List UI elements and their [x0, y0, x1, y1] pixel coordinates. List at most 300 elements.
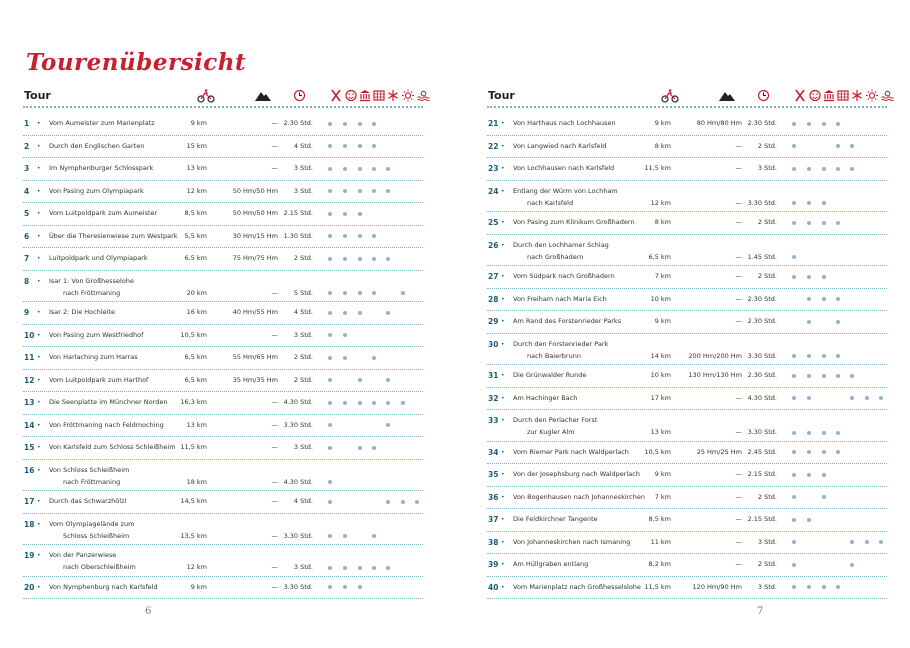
tour-duration: 3.30 Std.: [747, 428, 777, 436]
feature-dot: [358, 144, 362, 148]
tour-number: 30: [488, 339, 499, 349]
feature-dot: [328, 446, 332, 450]
feature-dot: [850, 540, 854, 544]
tour-name: Von der Josephsburg nach Waldperlach: [513, 470, 640, 478]
table-row: [487, 266, 887, 289]
feature-dot: [792, 473, 796, 477]
tour-distance: 14 km: [650, 351, 671, 360]
table-row: [487, 235, 887, 267]
tour-distance: 11,5 km: [644, 164, 671, 172]
cutlery-icon: [794, 89, 806, 102]
feature-dot: [343, 585, 347, 589]
tour-number: 7: [24, 254, 30, 263]
feature-dot: [792, 563, 796, 567]
tour-list-right: [487, 113, 887, 599]
tour-name: Vom Riemer Park nach Waldperlach: [513, 447, 629, 456]
tour-distance: 13 km: [186, 420, 207, 429]
tour-distance: 10 km: [650, 371, 671, 379]
table-row: [23, 437, 423, 460]
feature-dot: [792, 495, 796, 499]
bullet-icon: •: [37, 120, 41, 127]
feature-dot: [822, 167, 826, 171]
bullet-icon: •: [501, 394, 505, 402]
tour-column-label: Tour: [488, 89, 515, 102]
tour-elevation: —: [735, 317, 742, 325]
bullet-icon: •: [501, 273, 505, 280]
tour-duration: 3.30 Std.: [283, 582, 313, 591]
mountain-icon: [719, 89, 735, 102]
tour-elevation: —: [735, 252, 742, 261]
tour-distance: 9 km: [654, 119, 671, 127]
tour-name: Von Pasing zum Westfriedhof: [49, 330, 144, 339]
tour-name-continued: nach Fröttmaning: [63, 477, 121, 486]
feature-dot: [822, 122, 826, 126]
tour-duration: 2 Std.: [293, 254, 313, 262]
bullet-icon: •: [501, 165, 505, 172]
feature-dot: [328, 167, 332, 171]
tour-name: Von Nymphenburg nach Karlsfeld: [49, 582, 158, 591]
feature-dot: [372, 356, 376, 360]
tour-duration: 2.30 Std.: [747, 119, 777, 127]
feature-dot: [386, 311, 390, 315]
feature-dot: [822, 275, 826, 279]
feature-dot: [358, 189, 362, 193]
tour-distance: 6,5 km: [184, 353, 207, 361]
feature-dot: [358, 401, 362, 405]
table-row: [23, 415, 423, 438]
tour-distance: 16 km: [186, 308, 207, 316]
tour-number: 39: [488, 560, 499, 569]
feature-dot: [358, 311, 362, 315]
bullet-icon: •: [37, 444, 41, 451]
tour-number: 8: [24, 276, 30, 286]
table-row: [23, 370, 423, 393]
feature-dot: [386, 500, 390, 504]
feature-dot: [386, 378, 390, 382]
tour-distance: 8 km: [654, 218, 671, 226]
tour-distance: 16,3 km: [180, 398, 207, 406]
tour-elevation: —: [735, 470, 742, 478]
bullet-icon: •: [37, 309, 41, 316]
feature-dot: [836, 320, 840, 324]
feature-dot: [328, 356, 332, 360]
feature-dot: [807, 431, 811, 435]
tour-number: 14: [24, 420, 35, 430]
clock-icon: [293, 89, 306, 102]
tour-elevation: —: [271, 119, 278, 127]
museum-icon: [823, 89, 835, 102]
tour-name: Von Langwied nach Karlsfeld: [513, 141, 607, 150]
tour-duration: 2.15 Std.: [283, 209, 313, 217]
tour-distance: 17 km: [650, 393, 671, 402]
tour-elevation: 50 Hm/50 Hm: [232, 209, 278, 217]
tour-number: 5: [24, 209, 30, 218]
tour-duration: 2.30 Std.: [283, 119, 313, 127]
feature-dot: [401, 500, 405, 504]
bullet-icon: •: [501, 471, 505, 478]
tour-duration: 1.45 Std.: [747, 252, 777, 261]
feature-dot: [879, 396, 883, 400]
tour-elevation: —: [735, 515, 742, 523]
tour-elevation: —: [735, 141, 742, 150]
table-row: [23, 113, 423, 136]
bullet-icon: •: [501, 493, 505, 501]
feature-dot: [372, 167, 376, 171]
feature-dot: [328, 500, 332, 504]
tour-name: Von Harlaching zum Harras: [49, 353, 138, 361]
tour-number: 31: [488, 371, 499, 380]
bullet-icon: •: [501, 340, 505, 348]
feature-dot: [343, 291, 347, 295]
feature-dot: [792, 540, 796, 544]
table-row: [487, 532, 887, 555]
feature-dot: [807, 473, 811, 477]
feature-dot: [850, 374, 854, 378]
tour-number: 10: [24, 330, 35, 340]
tour-number: 40: [488, 582, 499, 592]
tour-number: 2: [24, 141, 30, 151]
tour-elevation: —: [271, 582, 278, 591]
tour-elevation: —: [271, 531, 278, 540]
tour-elevation: —: [271, 420, 278, 429]
tour-column-label: Tour: [24, 89, 51, 102]
bullet-icon: •: [37, 399, 41, 406]
feature-dot: [343, 311, 347, 315]
feature-dot: [343, 566, 347, 570]
feature-dot: [328, 480, 332, 484]
bullet-icon: •: [501, 318, 505, 325]
feature-dot: [836, 374, 840, 378]
feature-dot: [415, 500, 419, 504]
tour-name: Vom Olympiagelände zum: [49, 519, 135, 528]
tour-number: 27: [488, 272, 499, 281]
bullet-icon: •: [37, 354, 41, 361]
tour-number: 12: [24, 375, 35, 385]
tour-name: Vom Südpark nach Großhadern: [513, 272, 615, 280]
tour-name: Von Johanneskirchen nach Ismaning: [513, 537, 631, 546]
bullet-icon: •: [37, 255, 41, 262]
tour-duration: 3.30 Std.: [747, 198, 777, 207]
table-row: [23, 545, 423, 577]
tour-name: Isar 2: Die Hochleite: [49, 308, 116, 316]
feature-dot: [792, 167, 796, 171]
table-row: [23, 392, 423, 415]
bullet-icon: •: [37, 498, 41, 505]
tour-distance: 8 km: [654, 141, 671, 150]
feature-dot: [792, 144, 796, 148]
tour-number: 35: [488, 470, 499, 479]
tour-duration: 2.45 Std.: [747, 447, 777, 456]
page-left: [23, 0, 428, 648]
tour-name: Am Hachinger Bach: [513, 393, 578, 402]
tour-name: Entlang der Würm von Lochham: [513, 186, 618, 195]
feature-dot: [850, 167, 854, 171]
tour-elevation: —: [735, 537, 742, 546]
bullet-icon: •: [501, 142, 505, 150]
tour-duration: 2 Std.: [293, 353, 313, 361]
tour-name: Luitpoldpark und Olympiapark: [49, 254, 148, 262]
feature-dot: [807, 585, 811, 589]
tour-distance: 9 km: [654, 317, 671, 325]
feature-dot: [358, 257, 362, 261]
tour-number: 25: [488, 218, 499, 227]
page-number: 7: [757, 606, 764, 617]
feature-dot: [850, 144, 854, 148]
smiley-icon: [345, 89, 357, 102]
tour-number: 22: [488, 141, 499, 151]
feature-dot: [328, 144, 332, 148]
tour-elevation: 80 Hm/80 Hm: [696, 119, 742, 127]
feature-dot: [372, 291, 376, 295]
tour-distance: 13,5 km: [180, 531, 207, 540]
tour-elevation: 200 Hm/200 Hm: [688, 351, 742, 360]
tour-elevation: —: [735, 218, 742, 226]
table-row: [487, 212, 887, 235]
tour-name-continued: zur Kugler Alm: [527, 428, 575, 436]
feature-dot: [328, 333, 332, 337]
feature-dot: [822, 450, 826, 454]
tour-number: 6: [24, 231, 30, 241]
tour-name: Von Schloss Schleißheim: [49, 465, 130, 474]
feature-dot: [372, 122, 376, 126]
bullet-icon: •: [501, 417, 505, 424]
tour-duration: 3.30 Std.: [283, 531, 313, 540]
tour-distance: 14,5 km: [180, 497, 207, 505]
tour-name-continued: Schloss Schleißheim: [63, 531, 130, 540]
feature-dot: [328, 585, 332, 589]
feature-dot: [792, 374, 796, 378]
tour-distance: 8,5 km: [184, 209, 207, 217]
feature-dot: [386, 423, 390, 427]
table-row: [487, 311, 887, 334]
feature-dot: [822, 374, 826, 378]
tour-distance: 18 km: [186, 477, 207, 486]
feature-dot: [343, 333, 347, 337]
tour-number: 37: [488, 515, 499, 524]
feature-dot: [807, 450, 811, 454]
feature-dot: [865, 540, 869, 544]
tour-name: Vom Marienplatz nach Großhesselslohe: [513, 582, 641, 591]
feature-dot: [358, 212, 362, 216]
tour-elevation: 130 Hm/130 Hm: [688, 371, 742, 379]
clock-icon: [757, 89, 770, 102]
feature-dot: [386, 167, 390, 171]
feature-dot: [807, 320, 811, 324]
tour-elevation: —: [735, 272, 742, 280]
tour-number: 1: [24, 119, 30, 128]
feature-dot: [343, 122, 347, 126]
tour-number: 38: [488, 537, 499, 547]
tour-number: 18: [24, 519, 35, 529]
tour-distance: 13 km: [186, 164, 207, 172]
feature-dot: [836, 297, 840, 301]
feature-dot: [836, 585, 840, 589]
cutlery-icon: [330, 89, 342, 102]
tour-distance: 9 km: [190, 582, 207, 591]
tour-name: Von Freiham nach Maria Eich: [513, 294, 607, 303]
table-row: [487, 334, 887, 366]
tour-name: Die Seenplatte im Münchner Norden: [49, 398, 168, 406]
feature-dot: [836, 431, 840, 435]
tour-duration: 2.30 Std.: [747, 294, 777, 303]
table-row: [487, 577, 887, 600]
feature-dot: [328, 311, 332, 315]
table-row: [23, 577, 423, 600]
feature-dot: [807, 374, 811, 378]
feature-dot: [807, 122, 811, 126]
bullet-icon: •: [37, 232, 41, 240]
tour-elevation: —: [271, 477, 278, 486]
table-row: [23, 248, 423, 271]
table-row: [23, 226, 423, 249]
bullet-icon: •: [501, 295, 505, 303]
feature-dot: [343, 212, 347, 216]
tour-name: Am Rand des Forstenrieder Parks: [513, 317, 622, 325]
tour-elevation: —: [735, 560, 742, 568]
tour-duration: 3 Std.: [293, 443, 313, 451]
tour-name: Durch das Schwarzhölzl: [49, 497, 127, 505]
tour-duration: 2 Std.: [757, 272, 777, 280]
table-row: [487, 289, 887, 312]
feature-dot: [792, 431, 796, 435]
tour-name: Durch den Perlacher Forst: [513, 416, 598, 424]
tour-distance: 7 km: [654, 272, 671, 280]
lake-icon: [881, 89, 894, 102]
tour-name: Von Karlsfeld zum Schloss Schleißheim: [49, 443, 176, 451]
tour-name: Vom Aumeister zum Marienplatz: [49, 119, 155, 127]
feature-dot: [836, 167, 840, 171]
sun-icon: [402, 89, 414, 102]
tour-distance: 13 km: [650, 428, 671, 436]
table-row: [487, 136, 887, 159]
feature-dot: [328, 122, 332, 126]
tour-elevation: 50 Hm/50 Hm: [232, 186, 278, 195]
feature-dot: [328, 534, 332, 538]
feature-dot: [328, 566, 332, 570]
feature-dot: [807, 518, 811, 522]
tour-elevation: —: [735, 164, 742, 172]
tour-number: 19: [24, 551, 35, 560]
feature-dot: [792, 518, 796, 522]
bullet-icon: •: [37, 583, 41, 591]
feature-dot: [792, 221, 796, 225]
bicycle-icon: [661, 89, 679, 103]
feature-dot: [372, 189, 376, 193]
bicycle-icon: [197, 89, 215, 103]
tour-list-left: [23, 113, 423, 599]
bullet-icon: •: [501, 120, 505, 127]
feature-dot: [822, 201, 826, 205]
tour-elevation: 25 Hm/25 Hm: [696, 447, 742, 456]
tour-elevation: —: [271, 497, 278, 505]
table-header: [487, 88, 887, 108]
feature-dot: [792, 201, 796, 205]
table-row: [487, 388, 887, 411]
feature-dot: [822, 354, 826, 358]
tour-duration: 2 Std.: [293, 375, 313, 384]
bullet-icon: •: [37, 277, 41, 285]
feature-dot: [358, 234, 362, 238]
tour-duration: 3.30 Std.: [283, 420, 313, 429]
feature-dot: [328, 401, 332, 405]
tour-number: 4: [24, 186, 30, 196]
tour-duration: 2.30 Std.: [747, 371, 777, 379]
feature-dot: [401, 401, 405, 405]
tour-elevation: —: [271, 443, 278, 451]
tour-name: Von Fröttmaning nach Feldmoching: [49, 420, 164, 429]
tour-duration: 3.30 Std.: [747, 351, 777, 360]
tour-elevation: —: [271, 288, 278, 297]
tour-name: Durch den Lochhamer Schlag: [513, 240, 609, 249]
feature-dot: [865, 396, 869, 400]
feature-dot: [372, 257, 376, 261]
tour-number: 32: [488, 393, 499, 403]
table-row: [23, 271, 423, 303]
tour-name: Über die Theresienwiese zum Westpark: [49, 231, 178, 240]
feature-dot: [792, 585, 796, 589]
tour-distance: 11,5 km: [644, 582, 671, 591]
feature-dot: [822, 495, 826, 499]
feature-dot: [372, 446, 376, 450]
table-row: [487, 113, 887, 136]
bullet-icon: •: [37, 421, 41, 429]
bullet-icon: •: [501, 561, 505, 568]
table-header: [23, 88, 423, 108]
tour-distance: 12 km: [186, 563, 207, 571]
tour-number: 17: [24, 497, 35, 506]
bullet-icon: •: [37, 552, 41, 559]
table-row: [23, 460, 423, 492]
tour-distance: 6,5 km: [184, 254, 207, 262]
feature-dot: [343, 534, 347, 538]
tour-name-continued: nach Großhadern: [527, 252, 584, 261]
feature-dot: [358, 378, 362, 382]
feature-dot: [343, 356, 347, 360]
feature-dot: [807, 221, 811, 225]
tour-duration: 4 Std.: [293, 141, 313, 150]
tour-name: Von der Panzerwiese: [49, 551, 117, 559]
feature-dot: [836, 221, 840, 225]
feature-dot: [792, 450, 796, 454]
tour-duration: 3 Std.: [293, 563, 313, 571]
tour-elevation: —: [735, 428, 742, 436]
feature-dot: [807, 354, 811, 358]
tour-distance: 6,5 km: [184, 375, 207, 384]
feature-dot: [328, 291, 332, 295]
tour-number: 33: [488, 416, 499, 425]
tour-duration: 2.15 Std.: [747, 470, 777, 478]
tour-duration: 2.15 Std.: [747, 515, 777, 523]
feature-dot: [386, 566, 390, 570]
tour-duration: 2 Std.: [757, 492, 777, 501]
bullet-icon: •: [37, 187, 41, 195]
feature-dot: [372, 566, 376, 570]
tour-elevation: —: [271, 563, 278, 571]
bullet-icon: •: [501, 448, 505, 456]
feature-dot: [372, 401, 376, 405]
tour-name-continued: nach Oberschleißheim: [63, 563, 136, 571]
sun-icon: [866, 89, 878, 102]
feature-dot: [836, 122, 840, 126]
page-title: Tourenübersicht: [26, 49, 247, 76]
tour-duration: 4 Std.: [293, 497, 313, 505]
feature-dot: [807, 167, 811, 171]
tour-number: 21: [488, 119, 499, 128]
feature-dot: [358, 566, 362, 570]
tour-distance: 11,5 km: [180, 443, 207, 451]
tour-elevation: —: [271, 330, 278, 339]
feature-dot: [822, 297, 826, 301]
